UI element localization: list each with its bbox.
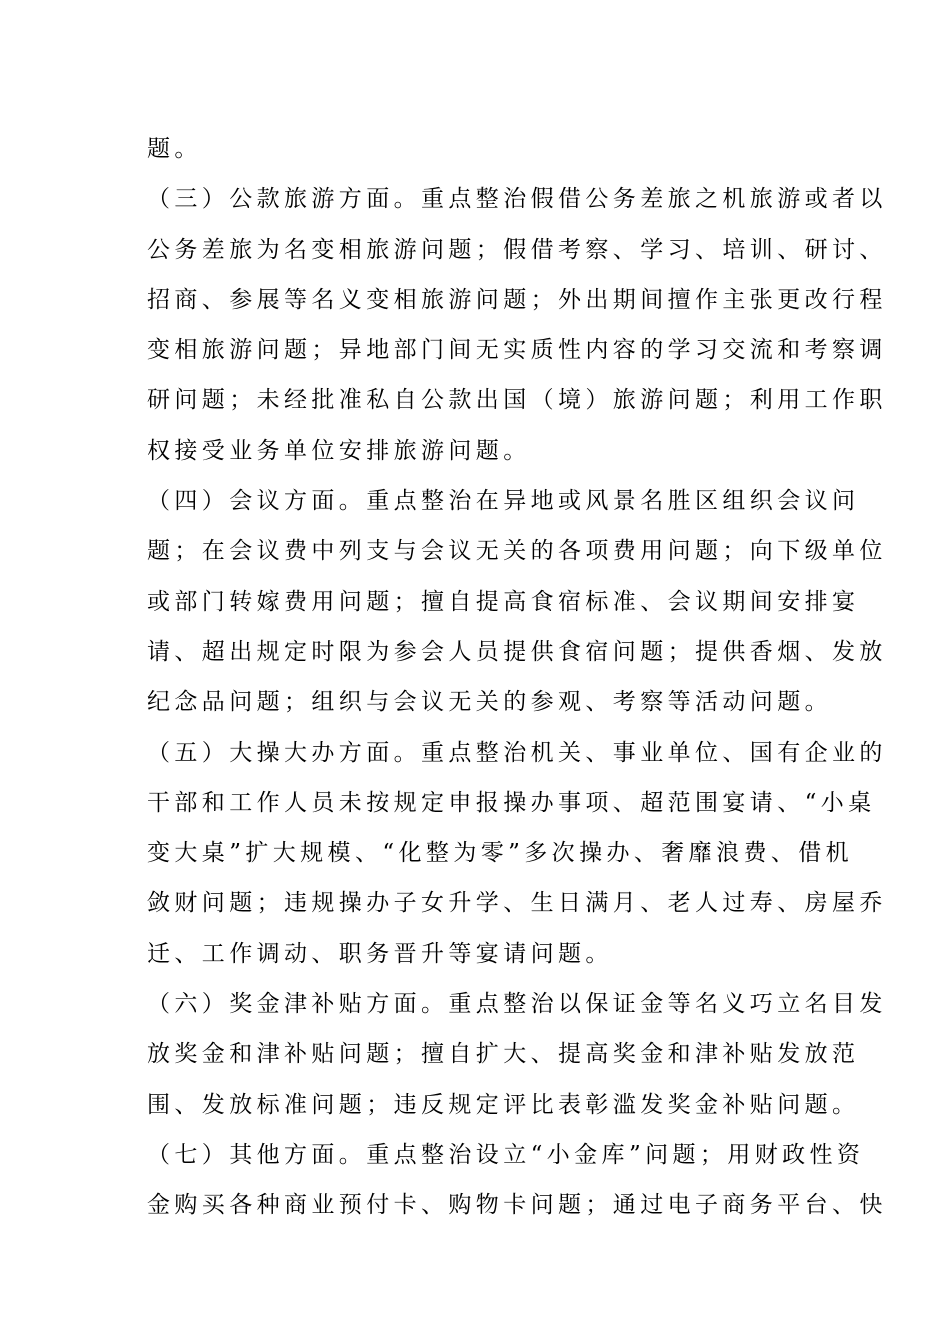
text-line: （四）会议方面。重点整治在异地或风景名胜区组织会议问 (147, 488, 860, 515)
text-line: 干部和工作人员未按规定申报操办事项、超范围宴请、“小桌 (147, 789, 876, 816)
text-line: 金购买各种商业预付卡、购物卡问题；通过电子商务平台、快 (147, 1192, 887, 1219)
text-line: 招商、参展等名义变相旅游问题；外出期间擅作主张更改行程 (147, 286, 887, 313)
text-line: 权接受业务单位安排旅游问题。 (147, 437, 531, 464)
text-line: （七）其他方面。重点整治设立“小金库”问题；用财政性资 (147, 1141, 865, 1168)
text-line: 题；在会议费中列支与会议无关的各项费用问题；向下级单位 (147, 538, 887, 565)
text-line: 请、超出规定时限为参会人员提供食宿问题；提供香烟、发放 (147, 638, 887, 665)
text-line: 变大桌”扩大规模、“化整为零”多次操办、奢靡浪费、借机 (147, 840, 854, 867)
text-line: 敛财问题；违规操办子女升学、生日满月、老人过寿、房屋乔 (147, 890, 887, 917)
text-line: 研问题；未经批准私自公款出国（境）旅游问题；利用工作职 (147, 387, 887, 414)
text-line: 题。 (147, 136, 202, 162)
text-line: （六）奖金津补贴方面。重点整治以保证金等名义巧立名目发 (147, 991, 887, 1018)
text-line: （三）公款旅游方面。重点整治假借公务差旅之机旅游或者以 (147, 186, 887, 213)
text-line: 围、发放标准问题；违反规定评比表彰滥发奖金补贴问题。 (147, 1091, 860, 1118)
text-line: （五）大操大办方面。重点整治机关、事业单位、国有企业的 (147, 739, 887, 766)
body-text (147, 124, 887, 1231)
text-line: 或部门转嫁费用问题；擅自提高食宿标准、会议期间安排宴 (147, 588, 860, 615)
text-line: 迁、工作调动、职务晋升等宴请问题。 (147, 940, 613, 967)
text-line: 放奖金和津补贴问题；擅自扩大、提高奖金和津补贴发放范 (147, 1041, 860, 1068)
text-line: 变相旅游问题；异地部门间无实质性内容的学习交流和考察调 (147, 337, 887, 364)
text-line: 纪念品问题；组织与会议无关的参观、考察等活动问题。 (147, 689, 832, 716)
text-line: 公务差旅为名变相旅游问题；假借考察、学习、培训、研讨、 (147, 236, 887, 263)
